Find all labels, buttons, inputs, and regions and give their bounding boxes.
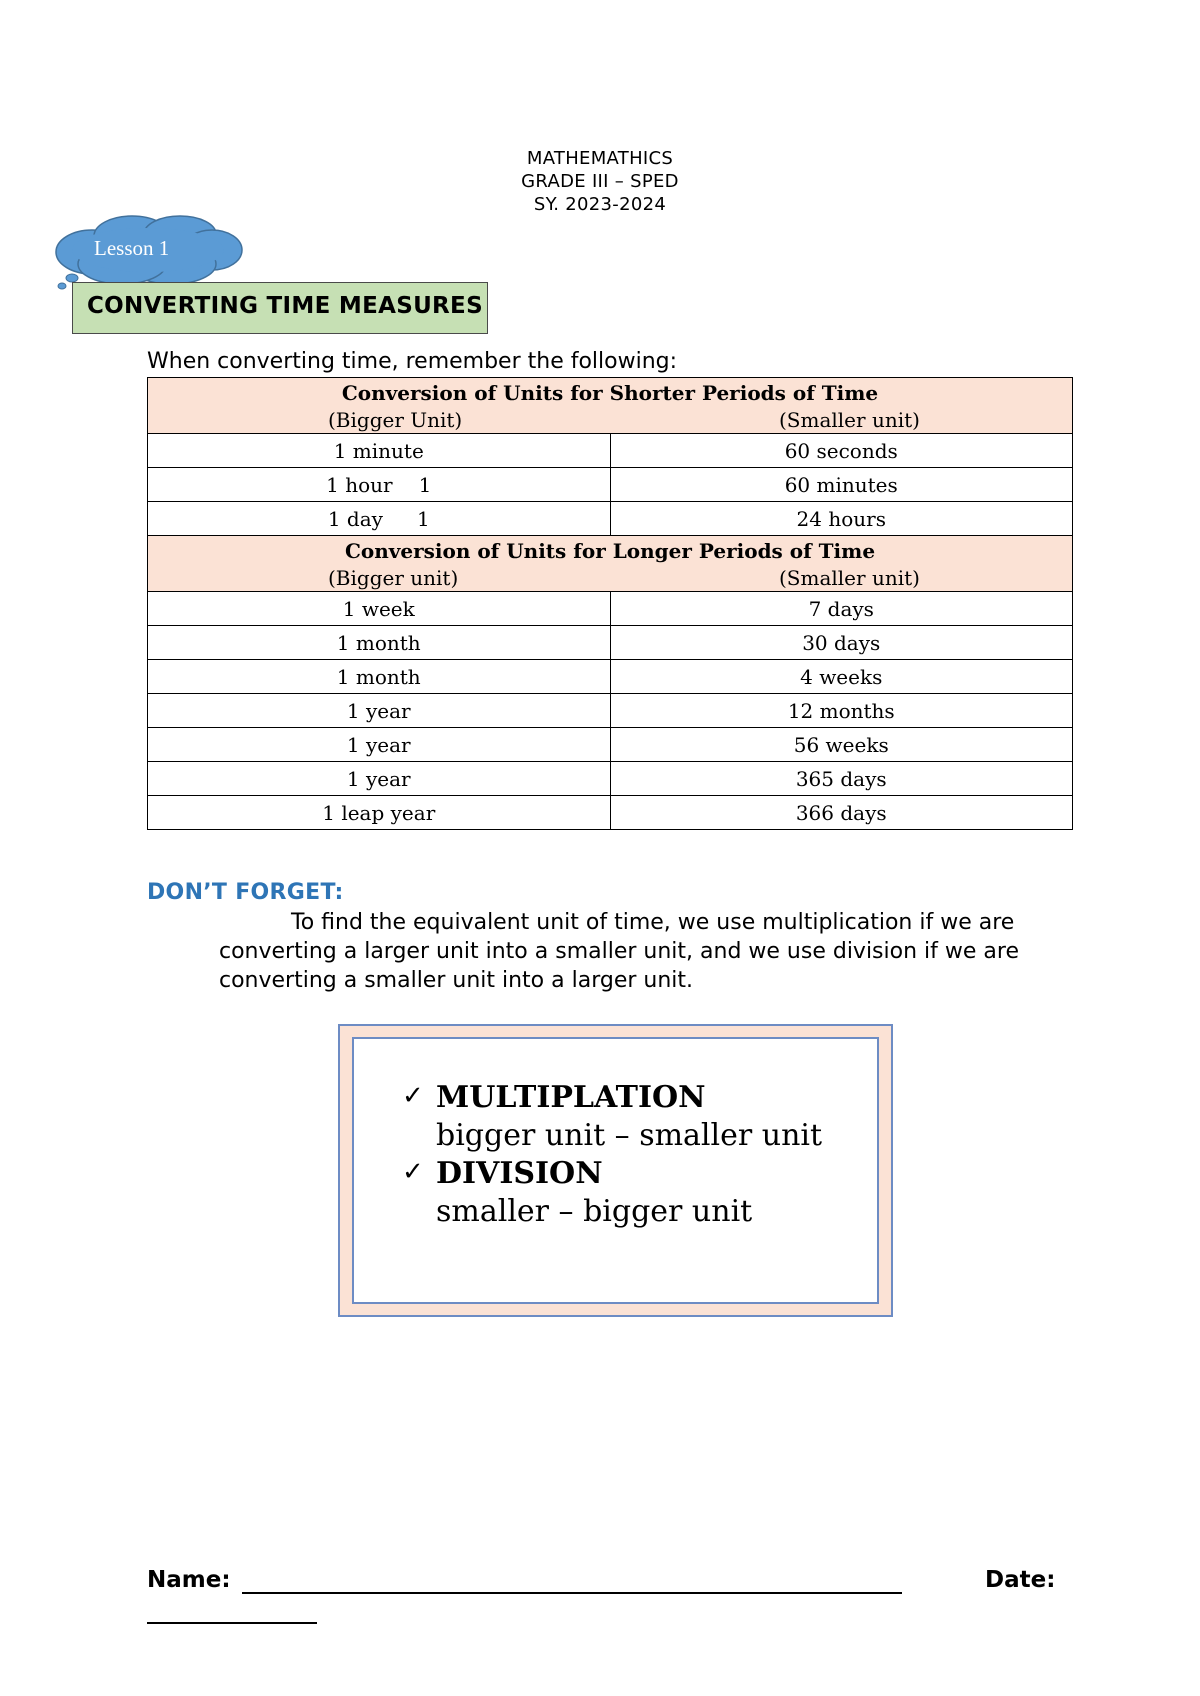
table-row [148, 660, 1073, 694]
document-header [0, 147, 1200, 216]
smaller-unit-cell: 12 months [610, 694, 1073, 728]
stray-digit: 1 [416, 506, 430, 531]
checkmark-icon: ✓ [402, 1081, 424, 1111]
shorter-section-header [148, 378, 1073, 434]
grade-line: GRADE III – SPED [521, 171, 679, 192]
table-row [148, 592, 1073, 626]
smaller-unit-cell: 60 minutes [610, 468, 1073, 502]
section-title: Conversion of Units for Longer Periods of Time [344, 539, 876, 563]
table-row [148, 796, 1073, 830]
rules-box [352, 1037, 879, 1304]
table-row [148, 626, 1073, 660]
checkmark-icon: ✓ [402, 1157, 424, 1187]
rules-frame [338, 1024, 893, 1317]
bigger-unit-cell: 1 minute [148, 434, 611, 468]
smaller-unit-cell: 365 days [610, 762, 1073, 796]
lesson-label: Lesson 1 [94, 236, 170, 260]
table-row [148, 502, 1073, 536]
smaller-unit-cell: 7 days [610, 592, 1073, 626]
dont-forget-heading: DON’T FORGET: [147, 880, 344, 905]
longer-section-header [148, 536, 1073, 592]
section-title: Conversion of Units for Shorter Periods of Time [341, 381, 879, 405]
bigger-unit-header: (Bigger Unit) [328, 408, 463, 432]
date-blank[interactable] [147, 1622, 317, 1624]
bigger-unit-cell: 1 month [148, 660, 611, 694]
reminder-text: To find the equivalent unit of time, we use multiplication if we are converting a larger unit into a smaller unit, and we use division if we are converting a smaller unit into a larger unit. [219, 910, 1019, 993]
bigger-unit-cell: 1 hour 1 [148, 468, 611, 502]
reminder-paragraph [219, 908, 1089, 995]
rule-description: smaller – bigger unit [436, 1194, 753, 1229]
smaller-unit-header: (Smaller unit) [779, 566, 920, 590]
smaller-unit-cell: 56 weeks [610, 728, 1073, 762]
subject-line: MATHEMATHICS [526, 148, 674, 169]
smaller-unit-cell: 366 days [610, 796, 1073, 830]
rule-title: MULTIPLATION [436, 1080, 706, 1115]
rule-title: DIVISION [436, 1156, 603, 1191]
table-row [148, 762, 1073, 796]
bigger-unit-cell: 1 year [148, 694, 611, 728]
smaller-unit-cell: 60 seconds [610, 434, 1073, 468]
table-row [148, 434, 1073, 468]
bigger-unit-cell: 1 month [148, 626, 611, 660]
bigger-unit-header: (Bigger unit) [328, 566, 459, 590]
smaller-unit-cell: 30 days [610, 626, 1073, 660]
name-blank[interactable] [242, 1592, 902, 1594]
lesson-title: CONVERTING TIME MEASURES [87, 293, 483, 319]
lesson-title-box [72, 282, 488, 334]
school-year-line: SY. 2023-2024 [533, 194, 667, 215]
intro-text: When converting time, remember the following: [147, 349, 678, 374]
rule-division [402, 1155, 822, 1231]
date-label: Date: [985, 1567, 1056, 1593]
smaller-unit-cell: 24 hours [610, 502, 1073, 536]
table-row [148, 694, 1073, 728]
rule-description: bigger unit – smaller unit [436, 1118, 823, 1153]
bigger-unit-cell: 1 week [148, 592, 611, 626]
bigger-unit-cell: 1 year [148, 762, 611, 796]
bigger-unit-cell: 1 leap year [148, 796, 611, 830]
smaller-unit-cell: 4 weeks [610, 660, 1073, 694]
smaller-unit-header: (Smaller unit) [779, 408, 920, 432]
rule-multiplication [402, 1079, 822, 1155]
table-row [148, 468, 1073, 502]
stray-digit: 1 [418, 472, 432, 497]
name-label: Name: [147, 1567, 231, 1593]
bigger-unit-cell: 1 year [148, 728, 611, 762]
table-row [148, 728, 1073, 762]
bigger-unit-cell: 1 day 1 [148, 502, 611, 536]
conversion-table [147, 377, 1073, 830]
rules-list [402, 1079, 822, 1231]
